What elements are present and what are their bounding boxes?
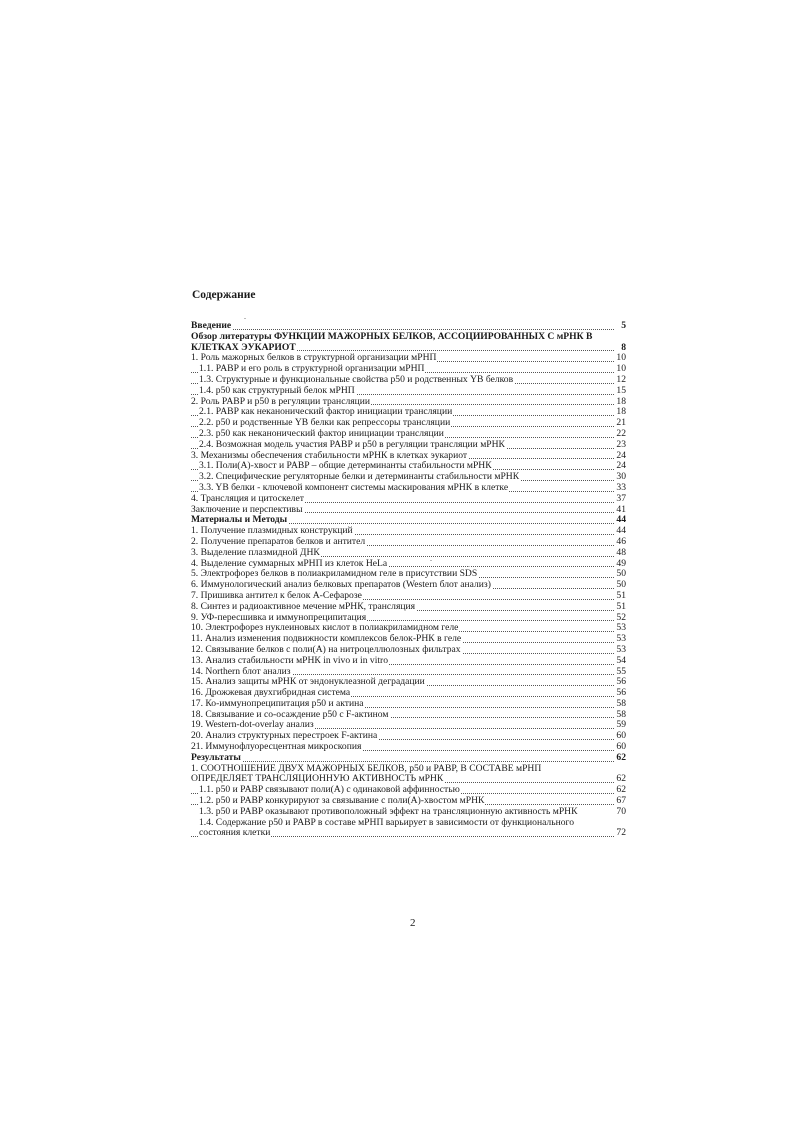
toc-entry-title: 10. Электрофорез нуклеиновых кислот в полиакриламидном геле bbox=[191, 622, 459, 634]
toc-entry-title: 20. Анализ структурных перестроек F-актина bbox=[191, 730, 378, 742]
toc-entry-page: 10 bbox=[616, 352, 626, 364]
toc-entry-title: 3.3. YB белки - ключевой компонент системы маскирования мРНК в клетке bbox=[199, 481, 509, 493]
toc-entry-page: 30 bbox=[616, 471, 626, 483]
page-number: 2 bbox=[410, 917, 416, 929]
toc-entry-page: 5 bbox=[621, 320, 626, 331]
toc-entry-title: 1. Получение плазмидных конструкций bbox=[191, 525, 353, 537]
toc-entry-title: 9. УФ-пересшивка и иммунопреципитация bbox=[191, 611, 367, 623]
toc-entry-page: 53 bbox=[616, 643, 626, 655]
toc-entry-page: 24 bbox=[616, 460, 626, 472]
toc-entry-page: 50 bbox=[616, 579, 626, 591]
toc-entry-page: 21 bbox=[616, 417, 626, 429]
table-of-contents bbox=[191, 321, 626, 839]
toc-entry-page: 44 bbox=[616, 514, 626, 526]
toc-entry-title-continued: КЛЕТКАХ ЭУКАРИОТ bbox=[191, 341, 296, 353]
toc-entry bbox=[191, 602, 626, 613]
toc-entry-page: 54 bbox=[616, 654, 626, 666]
toc-entry-title: Результаты bbox=[191, 751, 241, 763]
toc-entry-page: 41 bbox=[616, 503, 626, 515]
page-title: Содержание bbox=[192, 289, 256, 301]
toc-entry-page: 62 bbox=[616, 784, 626, 796]
toc-entry-title: 4. Выделение суммарных мРНП из клеток HeLa bbox=[191, 557, 388, 569]
toc-entry-title: Введение bbox=[191, 320, 232, 331]
toc-entry-page: 51 bbox=[616, 589, 626, 601]
toc-entry-title: 6. Иммунологический анализ белковых препаратов (Western блот анализ) bbox=[191, 579, 491, 591]
toc-entry bbox=[191, 386, 626, 397]
scan-speck bbox=[244, 318, 246, 319]
toc-entry-page: 58 bbox=[616, 697, 626, 709]
toc-entry-page: 44 bbox=[616, 525, 626, 537]
toc-entry bbox=[191, 332, 626, 354]
toc-entry-title: 1.4. Содержание p50 и PABP в составе мРНП варьирует в зависимости от функционального bbox=[199, 816, 575, 828]
toc-entry bbox=[191, 494, 626, 505]
toc-entry-page: 51 bbox=[616, 600, 626, 612]
toc-entry-title: 1.3. Структурные и функциональные свойства p50 и родственных YB белков bbox=[199, 373, 514, 385]
toc-entry-title: 4. Трансляция и цитоскелет bbox=[191, 492, 304, 504]
toc-entry-title: 16. Дрожжевая двухгибридная система bbox=[191, 687, 351, 699]
toc-entry-title: 18. Связывание и со-осаждение p50 с F-актином bbox=[191, 708, 389, 720]
toc-entry-title: 15. Анализ защиты мРНК от эндонуклеазной деградации bbox=[191, 676, 425, 688]
toc-entry-title: 21. Иммунофлуоресцентная микроскопия bbox=[191, 741, 362, 753]
toc-entry-title: 14. Northern блот анализ bbox=[191, 665, 291, 677]
toc-entry-page: 62 bbox=[616, 751, 626, 763]
toc-entry-title: 1.1. p50 и PABP связывают поли(A) с одинаковой аффинностью bbox=[199, 784, 460, 796]
toc-entry-title: 2.4. Возможная модель участия PABP и p50 в регуляции трансляции мРНК bbox=[199, 438, 505, 450]
toc-entry-title: 1.2. p50 и PABP конкурируют за связывание с поли(A)-хвостом мРНК bbox=[199, 795, 485, 807]
toc-entry-page: 67 bbox=[616, 795, 626, 807]
toc-entry-title: 2.2. p50 и родственные YB белки как репрессоры трансляции bbox=[199, 417, 451, 429]
toc-entry bbox=[191, 548, 626, 559]
toc-entry bbox=[191, 764, 626, 786]
toc-entry-page: 53 bbox=[616, 622, 626, 634]
toc-entry-title: 2. Роль PABP и p50 в регуляции трансляции bbox=[191, 395, 371, 407]
toc-entry-title-continued: ОПРЕДЕЛЯЕТ ТРАНСЛЯЦИОННУЮ АКТИВНОСТЬ мРНК bbox=[191, 773, 444, 785]
toc-entry-page: 72 bbox=[616, 827, 626, 839]
toc-entry-page: 60 bbox=[616, 741, 626, 753]
toc-entry-title: 5. Электрофорез белков в полиакриламидном геле в присутствии SDS bbox=[191, 568, 478, 580]
toc-entry-page: 52 bbox=[616, 611, 626, 623]
toc-entry-title: 2.3. p50 как неканонический фактор инициации трансляции bbox=[199, 427, 444, 439]
toc-entry-page: 56 bbox=[616, 687, 626, 699]
scan-speck bbox=[468, 566, 470, 567]
toc-entry-page: 58 bbox=[616, 708, 626, 720]
toc-entry-page: 37 bbox=[616, 492, 626, 504]
toc-entry-title: 3.2. Специфические регуляторные белки и детерминанты стабильности мРНК bbox=[199, 471, 520, 483]
toc-entry-title: 1.1. PABP и его роль в структурной организации мРНП bbox=[199, 363, 425, 375]
toc-entry-page: 18 bbox=[616, 395, 626, 407]
toc-entry-page: 8 bbox=[621, 341, 626, 353]
toc-dot-leader bbox=[191, 329, 614, 330]
toc-entry bbox=[191, 656, 626, 667]
toc-entry-title: 3.1. Поли(A)-хвост и PABP – общие детерминанты стабильности мРНК bbox=[199, 460, 492, 472]
toc-entry bbox=[191, 818, 626, 840]
toc-entry-page: 46 bbox=[616, 535, 626, 547]
toc-entry-page: 49 bbox=[616, 557, 626, 569]
toc-entry-page: 59 bbox=[616, 719, 626, 731]
toc-entry-page: 12 bbox=[616, 373, 626, 385]
toc-entry-page: 10 bbox=[616, 363, 626, 375]
toc-dot-leader bbox=[191, 761, 614, 762]
toc-entry-page: 18 bbox=[616, 406, 626, 418]
toc-entry-title: 12. Связывание белков с поли(A) на нитроцеллюлозных фильтрах bbox=[191, 643, 461, 655]
toc-entry-title: Материалы и Методы bbox=[191, 514, 288, 526]
toc-entry-title: 8. Синтез и радиоактивное мечение мРНК, трансляция bbox=[191, 600, 416, 612]
toc-entry-title: 7. Пришивка антител к белок A-Сефарозе bbox=[191, 589, 362, 601]
toc-entry-title: Обзор литературы ФУНКЦИИ МАЖОРНЫХ БЕЛКОВ, АССОЦИИРОВАННЫХ С мРНК В bbox=[191, 330, 593, 342]
toc-entry-title: 1. Роль мажорных белков в структурной организации мРНП bbox=[191, 352, 437, 364]
toc-entry-page: 56 bbox=[616, 676, 626, 688]
scan-speck bbox=[430, 560, 432, 561]
toc-entry-page: 70 bbox=[616, 805, 626, 817]
toc-entry-page: 50 bbox=[616, 568, 626, 580]
toc-entry bbox=[191, 742, 626, 753]
toc-entry-page: 48 bbox=[616, 546, 626, 558]
toc-entry-page: 15 bbox=[616, 384, 626, 396]
toc-entry-page: 55 bbox=[616, 665, 626, 677]
toc-entry-page: 60 bbox=[616, 730, 626, 742]
toc-entry-title: 1. СООТНОШЕНИЕ ДВУХ МАЖОРНЫХ БЕЛКОВ, p50 и PABP, В СОСТАВЕ мРНП bbox=[191, 762, 542, 774]
toc-entry-title: 2. Получение препаратов белков и антител bbox=[191, 535, 366, 547]
toc-entry-title: 2.1. PABP как неканонический фактор инициации трансляции bbox=[199, 406, 453, 418]
toc-entry-title: 3. Выделение плазмидной ДНК bbox=[191, 546, 320, 558]
toc-entry-title: 17. Ко-иммунопреципитация p50 и актина bbox=[191, 697, 364, 709]
toc-entry-title: 13. Анализ стабильности мРНК in vivo и in vitro bbox=[191, 654, 389, 666]
toc-entry-title: 11. Анализ изменения подвижности комплексов белок-РНК в геле bbox=[191, 633, 462, 645]
toc-entry-page: 22 bbox=[616, 427, 626, 439]
toc-entry-title: 1.3. p50 и PABP оказывают противоположный эффект на трансляционную активность мРНК bbox=[199, 805, 578, 817]
toc-entry-title: 3. Механизмы обеспечения стабильности мРНК в клетках эукариот bbox=[191, 449, 468, 461]
toc-entry-page: 62 bbox=[616, 773, 626, 785]
toc-entry-page: 53 bbox=[616, 633, 626, 645]
toc-entry bbox=[191, 440, 626, 451]
toc-entry-title: 19. Western-dot-overlay анализ bbox=[191, 719, 314, 731]
toc-entry-page: 24 bbox=[616, 449, 626, 461]
toc-entry-title-continued: состояния клетки bbox=[199, 827, 271, 839]
toc-entry-title: Заключение и перспективы bbox=[191, 503, 303, 515]
toc-entry-page: 23 bbox=[616, 438, 626, 450]
toc-entry-title: 1.4. p50 как структурный белок мРНП bbox=[199, 384, 355, 396]
toc-entry-page: 33 bbox=[616, 481, 626, 493]
